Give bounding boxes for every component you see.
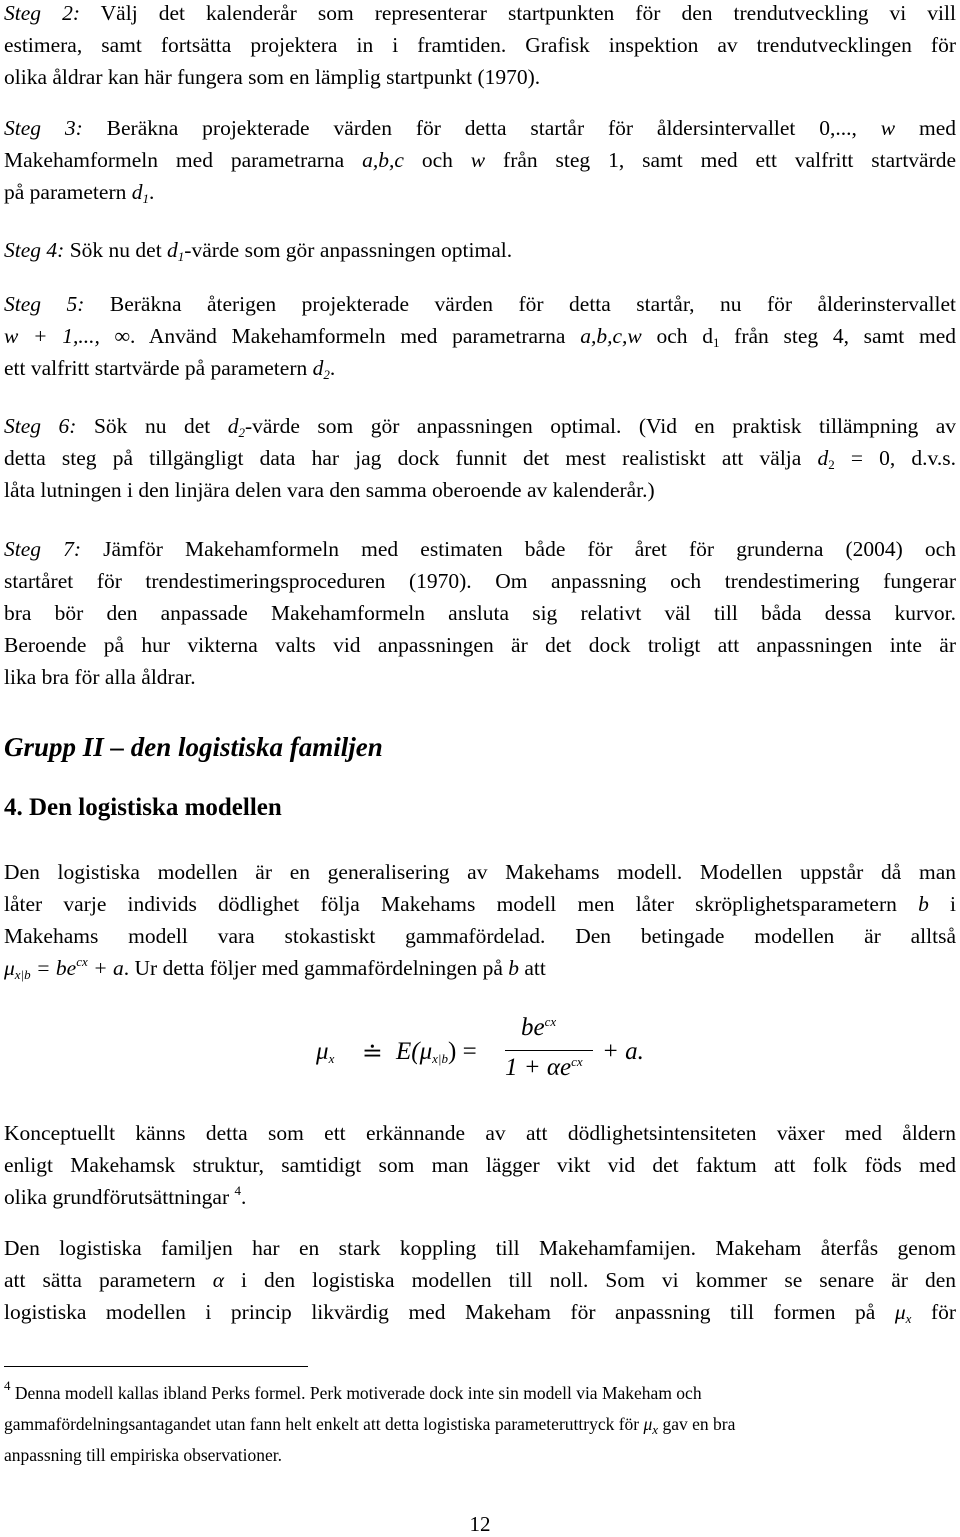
footnote-line3: anpassning till empiriska observationer. [4, 1445, 283, 1465]
math-w: w [470, 148, 486, 172]
step-5-text-line2: . Använd Makehamformeln med parametrarna [129, 324, 566, 348]
step-4-text-end: -värde som gör anpassningen optimal. [184, 238, 513, 262]
step-5-label: Steg 5: [4, 292, 85, 316]
math-d: d [817, 446, 829, 470]
math-E-subscript: x|b [432, 1051, 448, 1066]
step-6-paragraph [4, 410, 956, 506]
step-6-text-end: -värde som gör anpassningen optimal. (Vid en praktisk tillämpning av [244, 414, 956, 438]
math-E: E(μ [396, 1038, 433, 1065]
formula-denominator [505, 1054, 583, 1082]
logistic-intro-paragraph [4, 856, 956, 984]
math-plus-a: + a [87, 956, 124, 980]
math-w: w [880, 116, 896, 140]
step-7-text-line5: lika bra för alla åldrar. [4, 665, 196, 689]
step-2-paragraph [4, 0, 956, 93]
math-equals-zero: = 0 [834, 446, 890, 470]
math-exponent: cx [76, 954, 88, 969]
step-6-dvs: , d.v.s. [889, 446, 956, 470]
math-age-range: w + 1,..., ∞ [4, 324, 130, 348]
math-mu: μ [316, 1038, 329, 1065]
step-3-text-line2: Makehamformeln med parametrarna [4, 148, 345, 172]
intro-line4: . Ur detta följer med gammafördelningen på [123, 956, 503, 980]
math-d-subscript: 2 [323, 367, 330, 382]
step-6-label: Steg 6: [4, 414, 77, 438]
math-mu: μ [4, 956, 15, 980]
footnote-line1: Denna modell kallas ibland Perks formel. Perk motiverade dock inte sin modell via Makeham och [10, 1383, 702, 1403]
intro-line1: Den logistiska modellen är en generalisering av Makehams modell. Modellen uppstår då man [4, 860, 956, 884]
page-number: 12 [469, 1512, 491, 1536]
formula-numerator [521, 1014, 556, 1042]
fraction-bar [505, 1050, 593, 1051]
formula-plus-a: + a. [602, 1038, 644, 1065]
math-d-subscript: 1 [142, 191, 149, 206]
family-paragraph [4, 1232, 956, 1328]
period: . [329, 356, 336, 380]
math-b: b [508, 956, 519, 980]
step-6-text-line2: detta steg på tillgängligt data har jag dock funnit det mest realistiskt att välja [4, 446, 802, 470]
intro-line3: Makehams modell vara stokastiskt gammafördelad. Den betingade modellen är alltså [4, 924, 956, 948]
math-d: d [167, 238, 178, 262]
intro-line2: låter varje individs dödlighet följa Makehams modell men låter skröplighetsparametern [4, 892, 897, 916]
concept-line3: olika grundförutsättningar [4, 1185, 230, 1209]
formula-mu [316, 1038, 334, 1066]
step-3-text-end: med [919, 116, 957, 140]
step-7-paragraph [4, 533, 956, 693]
step-7-text-line4: Beroende på hur vikterna valts vid anpassningen är det dock troligt att anpassningen inte är [4, 633, 956, 657]
intro-line4-end: att [524, 956, 546, 980]
concept-paragraph [4, 1117, 956, 1213]
intro-line2-end: i [950, 892, 957, 916]
step-4-text: Sök nu det [69, 238, 162, 262]
math-close-equals: ) = [448, 1038, 477, 1065]
period: . [148, 180, 155, 204]
group-heading: Grupp II – den logistiska familjen [4, 732, 383, 762]
period: . [240, 1185, 247, 1209]
step-3-paragraph [4, 112, 956, 208]
math-d-subscript: 2 [828, 457, 835, 472]
approx-equals: ≐ [362, 1040, 383, 1067]
math-d: d [227, 414, 239, 438]
step-2-text: Välj det kalenderår som representerar startpunkten för den trendutveckling vi vill [100, 1, 956, 25]
step-7-label: Steg 7: [4, 537, 82, 561]
step-5-och-d: och d [656, 324, 713, 348]
step-5-text: Beräkna återigen projekterade värden för detta startår, nu för ålderinstervallet [109, 292, 956, 316]
footnote-separator [4, 1366, 308, 1367]
step-6-text: Sök nu det [93, 414, 211, 438]
math-exponent: cx [571, 1054, 583, 1069]
math-mu-subscript: x [905, 1311, 912, 1326]
math-denominator: 1 + αe [505, 1054, 572, 1081]
math-mu-subscript: x [652, 1422, 659, 1437]
family-line1: Den logistiska familjen har en stark koppling till Makehamfamijen. Makeham återfås genom [4, 1236, 956, 1260]
math-alpha: α [212, 1268, 224, 1292]
step-7-text-line2: startåret för trendestimeringsproceduren (1970). Om anpassning och trendestimering fungerar [4, 569, 956, 593]
step-5-text-line3: ett valfritt startvärde på parametern [4, 356, 308, 380]
step-4-label: Steg 4: [4, 238, 65, 262]
display-formula [316, 1014, 716, 1100]
footnote-ref: 4 [234, 1183, 241, 1198]
formula-expectation [396, 1038, 477, 1066]
concept-line2: enligt Makehamsk struktur, samtidigt som man lägger vikt vid det faktum att folk föds med [4, 1153, 956, 1177]
math-d-subscript: 2 [238, 425, 245, 440]
step-7-text-line3: bra bör den anpassade Makehamformeln ansluta sig relativt väl till båda dessa kurvor. [4, 601, 956, 625]
footnote-line2: gammafördelningsantagandet utan fann helt enkelt att detta logistiska parameteruttryck för [4, 1414, 640, 1434]
math-be: = be [30, 956, 77, 980]
footnote-number: 4 [4, 1378, 11, 1393]
step-7-text: Jämför Makehamformeln med estimaten både för året för grunderna (2004) och [103, 537, 956, 561]
step-3-text-line3: på parametern [4, 180, 127, 204]
step-2-label: Steg 2: [4, 1, 80, 25]
step-4-paragraph [4, 234, 956, 266]
step-3-label: Steg 3: [4, 116, 83, 140]
math-mu: μ [643, 1414, 653, 1434]
math-abcw: a,b,c,w [580, 324, 642, 348]
family-line2-end: i den logistiska modellen till noll. Som vi kommer se senare är den [241, 1268, 957, 1292]
math-mu: μ [894, 1300, 906, 1324]
footnote [4, 1378, 956, 1471]
math-d-subscript: 1 [712, 335, 720, 350]
family-line3-end: för [930, 1300, 957, 1324]
step-3-text-line2-end: från steg 1, samt med ett valfritt startvärde [503, 148, 957, 172]
step-6-text-line3: låta lutningen i den linjära delen vara den samma oberoende av kalenderår.) [4, 478, 655, 502]
math-exponent: cx [544, 1014, 557, 1029]
step-2-text-line3: olika åldrar kan här fungera som en lämplig startpunkt (1970). [4, 65, 541, 89]
section-heading: 4. Den logistiska modellen [4, 794, 282, 821]
math-d: d [131, 180, 143, 204]
math-b: b [918, 892, 929, 916]
step-2-text-line2: estimera, samt fortsätta projektera in i framtiden. Grafisk inspektion av trendutvecklingen för [4, 33, 956, 57]
math-d-subscript: 1 [177, 249, 185, 264]
math-d: d [312, 356, 324, 380]
concept-line1: Konceptuellt känns detta som ett erkännande av att dödlighetsintensiteten växer med åldern [4, 1121, 956, 1145]
footnote-line2-end: gav en bra [662, 1414, 736, 1434]
math-mu-subscript: x [328, 1051, 335, 1066]
math-be: be [521, 1014, 545, 1041]
family-line2: att sätta parametern [4, 1268, 196, 1292]
step-3-och: och [421, 148, 453, 172]
math-abc: a,b,c [362, 148, 404, 172]
math-mu-subscript: x|b [14, 967, 31, 982]
step-3-text: Beräkna projekterade värden för detta startår för åldersintervallet 0,..., [106, 116, 857, 140]
family-line3: logistiska modellen i princip likvärdig med Makeham för anpassning till formen på [4, 1300, 876, 1324]
step-5-text-line2-end: från steg 4, samt med [734, 324, 957, 348]
step-5-paragraph [4, 288, 956, 384]
